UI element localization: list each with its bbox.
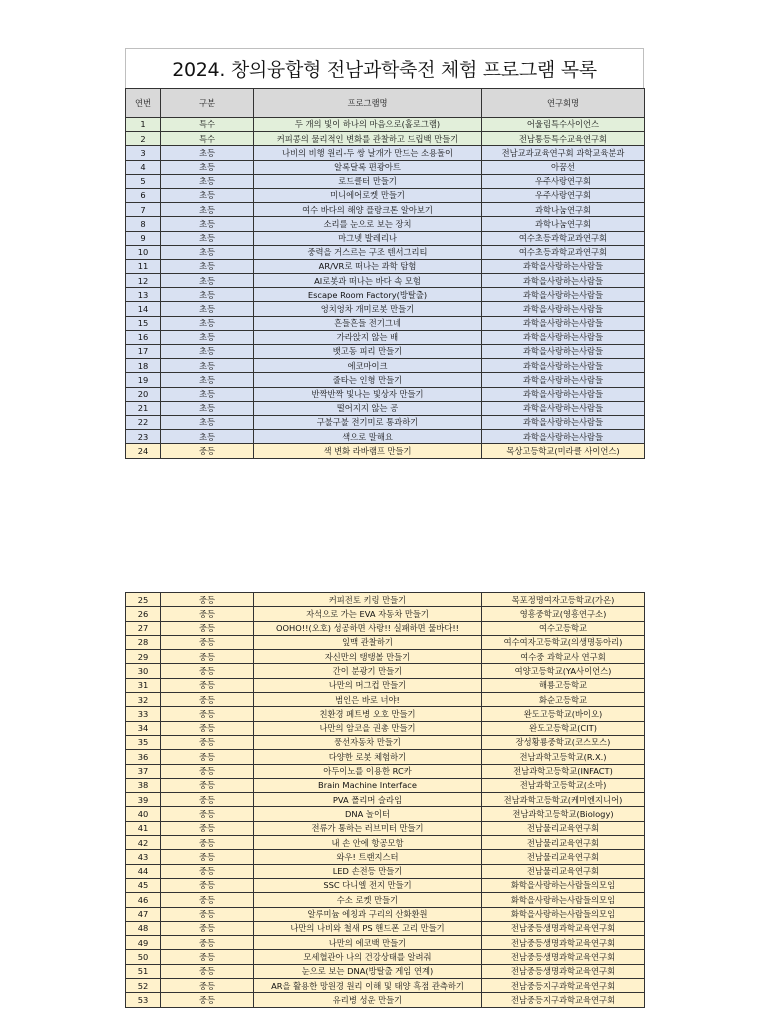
row-number: 23 (126, 430, 161, 444)
row-number: 37 (126, 764, 161, 778)
row-program-name: 나만의 나비와 철새 PS 핸드폰 고리 만들기 (254, 921, 482, 935)
table-row (126, 132, 645, 146)
table-row (126, 160, 645, 174)
row-category: 중등 (161, 907, 254, 921)
table-row (126, 678, 645, 692)
row-group-name: 화순고등학교 (482, 693, 645, 707)
row-program-name: LED 손전등 만들기 (254, 864, 482, 878)
table-row (126, 118, 645, 132)
table-row (126, 878, 645, 892)
program-list-page-1 (125, 48, 644, 459)
row-number: 44 (126, 864, 161, 878)
row-group-name: 우주사랑연구회 (482, 188, 645, 202)
row-group-name: 과학을사랑하는사람들 (482, 401, 645, 415)
row-group-name: 전남과학고등학교(Biology) (482, 807, 645, 821)
row-category: 중등 (161, 893, 254, 907)
row-category: 초등 (161, 231, 254, 245)
table-row (126, 444, 645, 458)
row-group-name: 목상고등학교(미라클 사이언스) (482, 444, 645, 458)
row-program-name: Escape Room Factory(방탈출) (254, 288, 482, 302)
row-category: 중등 (161, 836, 254, 850)
row-category: 중등 (161, 936, 254, 950)
program-list-page-2 (125, 592, 644, 1008)
row-category: 초등 (161, 302, 254, 316)
row-number: 25 (126, 593, 161, 607)
row-program-name: 마그넷 발레리나 (254, 231, 482, 245)
table-body-1 (126, 118, 645, 459)
row-category: 중등 (161, 993, 254, 1007)
row-category: 초등 (161, 203, 254, 217)
row-category: 중등 (161, 707, 254, 721)
row-number: 18 (126, 359, 161, 373)
row-group-name: 과학을사랑하는사람들 (482, 288, 645, 302)
row-category: 중등 (161, 793, 254, 807)
row-program-name: AR/VR로 떠나는 과학 탐험 (254, 259, 482, 273)
row-number: 14 (126, 302, 161, 316)
row-number: 4 (126, 160, 161, 174)
table-row (126, 302, 645, 316)
row-category: 초등 (161, 401, 254, 415)
row-program-name: DNA 놀이터 (254, 807, 482, 821)
table-row (126, 245, 645, 259)
row-program-name: 로드클터 만들기 (254, 174, 482, 188)
row-category: 중등 (161, 964, 254, 978)
row-category: 중등 (161, 593, 254, 607)
row-number: 49 (126, 936, 161, 950)
row-group-name: 전남중등지구과학교육연구회 (482, 993, 645, 1007)
row-category: 초등 (161, 415, 254, 429)
table-row (126, 993, 645, 1007)
table-row (126, 259, 645, 273)
row-program-name: 엉치엉차 개미로봇 만들기 (254, 302, 482, 316)
row-category: 초등 (161, 274, 254, 288)
row-category: 중등 (161, 607, 254, 621)
row-number: 45 (126, 878, 161, 892)
row-program-name: 가라앉지 않는 배 (254, 330, 482, 344)
table-row (126, 936, 645, 950)
row-group-name: 우주사랑연구회 (482, 174, 645, 188)
row-group-name: 전남과학고등학교(소마) (482, 778, 645, 792)
table-row (126, 864, 645, 878)
table-row (126, 650, 645, 664)
row-number: 22 (126, 415, 161, 429)
row-group-name: 전남물리교육연구회 (482, 821, 645, 835)
row-program-name: 나만의 에코백 만들기 (254, 936, 482, 950)
row-group-name: 과학나눔연구회 (482, 203, 645, 217)
row-program-name: SSC 다니엘 전지 만들기 (254, 878, 482, 892)
row-group-name: 전남교과교육연구회 과학교육분과 (482, 146, 645, 160)
row-program-name: 줄타는 인형 만들기 (254, 373, 482, 387)
row-number: 47 (126, 907, 161, 921)
row-group-name: 전남과학고등학교(INFACT) (482, 764, 645, 778)
table-row (126, 621, 645, 635)
table-row (126, 415, 645, 429)
row-number: 21 (126, 401, 161, 415)
table-row (126, 345, 645, 359)
row-program-name: 중력을 거스르는 구조 텐서그리티 (254, 245, 482, 259)
table-header-row (126, 89, 645, 118)
row-program-name: 수소 로켓 만들기 (254, 893, 482, 907)
row-group-name: 과학나눔연구회 (482, 217, 645, 231)
row-category: 초등 (161, 217, 254, 231)
row-group-name: 여수초등과학교과연구회 (482, 231, 645, 245)
table-row (126, 373, 645, 387)
row-group-name: 여수고등학교 (482, 621, 645, 635)
row-number: 32 (126, 693, 161, 707)
row-program-name: 모세혈관아 나의 건강상태를 알려줘 (254, 950, 482, 964)
row-category: 중등 (161, 821, 254, 835)
row-number: 24 (126, 444, 161, 458)
row-category: 중등 (161, 850, 254, 864)
table-row (126, 850, 645, 864)
row-number: 34 (126, 721, 161, 735)
table-row (126, 778, 645, 792)
row-number: 38 (126, 778, 161, 792)
row-category: 중등 (161, 621, 254, 635)
row-group-name: 화학을사랑하는사람들의모임 (482, 893, 645, 907)
row-number: 33 (126, 707, 161, 721)
row-program-name: 자신만의 탱탱볼 만들기 (254, 650, 482, 664)
row-category: 초등 (161, 188, 254, 202)
row-category: 중등 (161, 650, 254, 664)
row-number: 5 (126, 174, 161, 188)
row-program-name: 색으로 말해요 (254, 430, 482, 444)
row-category: 중등 (161, 864, 254, 878)
row-program-name: AI로봇과 떠나는 바다 속 모험 (254, 274, 482, 288)
table-row (126, 288, 645, 302)
table-row (126, 607, 645, 621)
row-category: 중등 (161, 878, 254, 892)
table-row (126, 693, 645, 707)
row-group-name: 전남과학고등학교(R.X.) (482, 750, 645, 764)
row-program-name: 소리를 눈으로 보는 장치 (254, 217, 482, 231)
table-body-2 (126, 593, 645, 1008)
row-category: 초등 (161, 316, 254, 330)
row-number: 53 (126, 993, 161, 1007)
row-number: 13 (126, 288, 161, 302)
row-number: 26 (126, 607, 161, 621)
row-number: 29 (126, 650, 161, 664)
row-number: 6 (126, 188, 161, 202)
row-group-name: 과학을사랑하는사람들 (482, 316, 645, 330)
program-table-1 (125, 88, 645, 459)
row-number: 31 (126, 678, 161, 692)
row-group-name: 해룡고등학교 (482, 678, 645, 692)
row-program-name: 풍선자동차 만들기 (254, 735, 482, 749)
table-row (126, 907, 645, 921)
row-group-name: 영흥중학교(영흥연구소) (482, 607, 645, 621)
row-program-name: 잎맥 관찰하기 (254, 635, 482, 649)
row-category: 중등 (161, 807, 254, 821)
row-number: 39 (126, 793, 161, 807)
table-row (126, 316, 645, 330)
row-program-name: 반짝반짝 빛나는 빛상자 만들기 (254, 387, 482, 401)
row-number: 15 (126, 316, 161, 330)
row-program-name: 아두이노를 이용한 RC카 (254, 764, 482, 778)
row-number: 2 (126, 132, 161, 146)
table-row (126, 964, 645, 978)
row-category: 중등 (161, 979, 254, 993)
row-number: 30 (126, 664, 161, 678)
row-group-name: 전남중등생명과학교육연구회 (482, 936, 645, 950)
row-program-name: 전류가 통하는 러브미터 만들기 (254, 821, 482, 835)
table-row (126, 836, 645, 850)
row-group-name: 여수여자고등학교(의생명동아리) (482, 635, 645, 649)
row-number: 43 (126, 850, 161, 864)
page-title: 2024. 창의융합형 전남과학축전 체험 프로그램 목록 (125, 48, 644, 88)
table-row (126, 146, 645, 160)
row-program-name: 떨어지지 않는 공 (254, 401, 482, 415)
row-number: 11 (126, 259, 161, 273)
row-program-name: 나비의 비행 원리-두 쌍 날개가 만드는 소용돌이 (254, 146, 482, 160)
row-group-name: 과학을사랑하는사람들 (482, 259, 645, 273)
row-group-name: 과학을사랑하는사람들 (482, 415, 645, 429)
row-group-name: 과학을사랑하는사람들 (482, 302, 645, 316)
row-number: 51 (126, 964, 161, 978)
row-number: 17 (126, 345, 161, 359)
table-row (126, 807, 645, 821)
row-category: 특수 (161, 132, 254, 146)
row-program-name: 에코마이크 (254, 359, 482, 373)
row-category: 중등 (161, 950, 254, 964)
table-row (126, 188, 645, 202)
row-number: 9 (126, 231, 161, 245)
row-category: 특수 (161, 118, 254, 132)
row-program-name: 자석으로 가는 EVA 자동차 만들기 (254, 607, 482, 621)
row-group-name: 전남중등생명과학교육연구회 (482, 964, 645, 978)
row-group-name: 과학을사랑하는사람들 (482, 373, 645, 387)
row-program-name: 구불구불 전기미로 통과하기 (254, 415, 482, 429)
row-number: 12 (126, 274, 161, 288)
table-row (126, 893, 645, 907)
row-category: 중등 (161, 444, 254, 458)
row-group-name: 전남물리교육연구회 (482, 850, 645, 864)
row-group-name: 완도고등학교(CIT) (482, 721, 645, 735)
table-row (126, 203, 645, 217)
row-group-name: 과학을사랑하는사람들 (482, 387, 645, 401)
row-number: 36 (126, 750, 161, 764)
row-program-name: 커피콩의 물리적인 변화를 관찰하고 드립백 만들기 (254, 132, 482, 146)
row-number: 20 (126, 387, 161, 401)
row-program-name: 미니에어로켓 만들기 (254, 188, 482, 202)
row-program-name: Brain Machine Interface (254, 778, 482, 792)
row-program-name: OOHO!!(오호) 성공하면 사랑!! 실패하면 물바다!! (254, 621, 482, 635)
row-number: 27 (126, 621, 161, 635)
row-group-name: 전남물리교육연구회 (482, 836, 645, 850)
row-category: 초등 (161, 345, 254, 359)
header-no: 연번 (126, 89, 161, 118)
header-category: 구분 (161, 89, 254, 118)
table-row (126, 330, 645, 344)
table-row (126, 821, 645, 835)
row-group-name: 과학을사랑하는사람들 (482, 359, 645, 373)
row-program-name: 눈으로 보는 DNA(방탈출 게임 연계) (254, 964, 482, 978)
program-table-2 (125, 592, 645, 1008)
row-category: 중등 (161, 921, 254, 935)
row-group-name: 과학을사랑하는사람들 (482, 274, 645, 288)
row-number: 35 (126, 735, 161, 749)
row-program-name: AR을 활용한 망원경 원리 이해 및 태양 흑점 관측하기 (254, 979, 482, 993)
row-group-name: 과학을사랑하는사람들 (482, 330, 645, 344)
row-number: 52 (126, 979, 161, 993)
row-number: 41 (126, 821, 161, 835)
row-group-name: 전남물리교육연구회 (482, 864, 645, 878)
table-row (126, 274, 645, 288)
table-row (126, 387, 645, 401)
row-category: 초등 (161, 373, 254, 387)
table-row (126, 793, 645, 807)
row-group-name: 과학을사랑하는사람들 (482, 345, 645, 359)
row-program-name: 알록달록 편광아트 (254, 160, 482, 174)
row-group-name: 아꿈선 (482, 160, 645, 174)
row-number: 7 (126, 203, 161, 217)
row-program-name: 색 변화 라바램프 만들기 (254, 444, 482, 458)
row-number: 1 (126, 118, 161, 132)
header-group: 연구회명 (482, 89, 645, 118)
row-group-name: 과학을사랑하는사람들 (482, 430, 645, 444)
row-program-name: PVA 폴리머 슬라임 (254, 793, 482, 807)
table-row (126, 735, 645, 749)
row-group-name: 전남중등지구과학교육연구회 (482, 979, 645, 993)
row-program-name: 범인은 바로 너야! (254, 693, 482, 707)
table-row (126, 217, 645, 231)
row-program-name: 나만의 암코을 권총 만들기 (254, 721, 482, 735)
row-program-name: 간이 분광기 만들기 (254, 664, 482, 678)
row-program-name: 알루미늄 에칭과 구리의 산화환원 (254, 907, 482, 921)
table-row (126, 750, 645, 764)
row-category: 중등 (161, 778, 254, 792)
row-number: 48 (126, 921, 161, 935)
row-group-name: 전남중등생명과학교육연구회 (482, 950, 645, 964)
row-number: 50 (126, 950, 161, 964)
row-number: 16 (126, 330, 161, 344)
row-program-name: 와우! 트랜지스터 (254, 850, 482, 864)
row-category: 초등 (161, 359, 254, 373)
row-group-name: 목포정명여자고등학교(가온) (482, 593, 645, 607)
row-category: 중등 (161, 735, 254, 749)
row-category: 중등 (161, 678, 254, 692)
row-group-name: 장성황룡중학교(코스모스) (482, 735, 645, 749)
row-group-name: 전남과학고등학교(케미엔지니어) (482, 793, 645, 807)
row-category: 초등 (161, 160, 254, 174)
table-row (126, 430, 645, 444)
row-number: 19 (126, 373, 161, 387)
row-group-name: 화학을사랑하는사람들의모임 (482, 907, 645, 921)
row-program-name: 커피전토 키링 만들기 (254, 593, 482, 607)
row-group-name: 완도고등학교(바이오) (482, 707, 645, 721)
row-program-name: 유리병 성운 만들기 (254, 993, 482, 1007)
table-row (126, 921, 645, 935)
table-row (126, 593, 645, 607)
row-group-name: 전남중등생명과학교육연구회 (482, 921, 645, 935)
row-number: 28 (126, 635, 161, 649)
table-row (126, 950, 645, 964)
row-category: 초등 (161, 387, 254, 401)
row-program-name: 친환경 페트병 오호 만들기 (254, 707, 482, 721)
row-number: 8 (126, 217, 161, 231)
row-category: 초등 (161, 430, 254, 444)
row-category: 초등 (161, 245, 254, 259)
table-row (126, 231, 645, 245)
row-category: 초등 (161, 174, 254, 188)
row-program-name: 두 개의 빛이 하나의 마음으로(홀로그램) (254, 118, 482, 132)
row-group-name: 전남통등특수교육연구회 (482, 132, 645, 146)
table-row (126, 174, 645, 188)
row-number: 3 (126, 146, 161, 160)
row-group-name: 화학을사랑하는사람들의모임 (482, 878, 645, 892)
row-category: 중등 (161, 750, 254, 764)
row-category: 초등 (161, 330, 254, 344)
row-program-name: 여수 바다의 해양 플랑크톤 알아보기 (254, 203, 482, 217)
row-program-name: 다양한 로봇 체험하기 (254, 750, 482, 764)
row-group-name: 여양고등학교(YA사이언스) (482, 664, 645, 678)
table-row (126, 979, 645, 993)
table-row (126, 764, 645, 778)
row-program-name: 내 손 안에 항공모함 (254, 836, 482, 850)
row-category: 중등 (161, 635, 254, 649)
table-row (126, 707, 645, 721)
table-row (126, 721, 645, 735)
row-category: 초등 (161, 259, 254, 273)
table-row (126, 635, 645, 649)
row-number: 40 (126, 807, 161, 821)
row-program-name: 뱃고동 피리 만들기 (254, 345, 482, 359)
row-number: 10 (126, 245, 161, 259)
row-category: 중등 (161, 764, 254, 778)
row-program-name: 흔들흔들 전기그네 (254, 316, 482, 330)
row-category: 초등 (161, 146, 254, 160)
table-row (126, 664, 645, 678)
row-program-name: 나만의 머그컵 만들기 (254, 678, 482, 692)
table-row (126, 359, 645, 373)
row-category: 중등 (161, 721, 254, 735)
row-category: 중등 (161, 664, 254, 678)
row-number: 46 (126, 893, 161, 907)
header-program: 프로그램명 (254, 89, 482, 118)
row-category: 중등 (161, 693, 254, 707)
table-row (126, 401, 645, 415)
row-group-name: 여수중 과학교사 연구회 (482, 650, 645, 664)
row-group-name: 여수초등과학교과연구회 (482, 245, 645, 259)
row-number: 42 (126, 836, 161, 850)
row-category: 초등 (161, 288, 254, 302)
row-group-name: 어울림특수사이언스 (482, 118, 645, 132)
